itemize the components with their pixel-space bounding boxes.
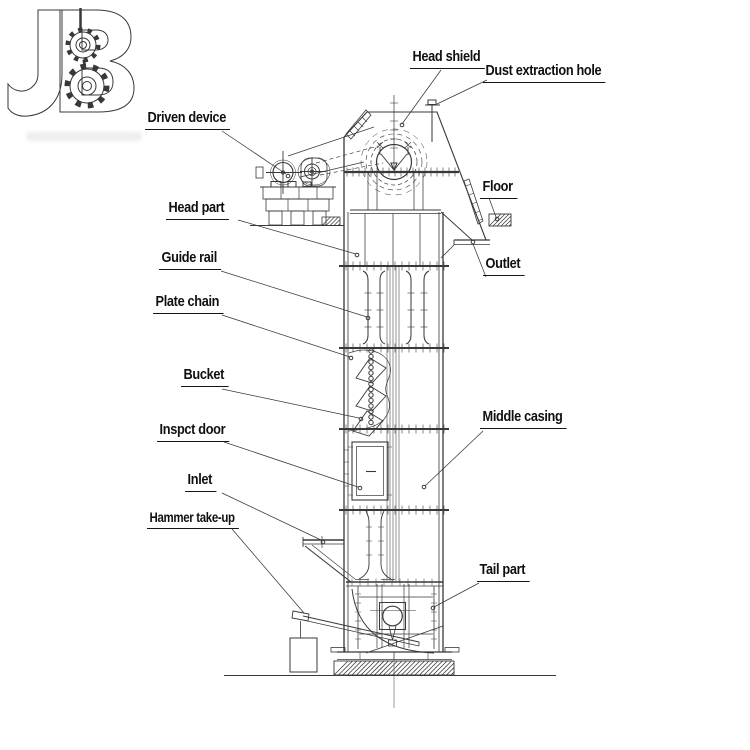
counterweight: [290, 638, 317, 672]
buckets: [348, 349, 391, 436]
jb-logo: [8, 8, 140, 139]
inspection-door: [344, 442, 392, 500]
label-bucket: Bucket: [181, 367, 228, 387]
tail-section: [224, 579, 556, 709]
tail-wheel: [383, 606, 403, 626]
dust-vent: [425, 100, 440, 142]
label-dust-extraction-hole: Dust extraction hole: [483, 63, 606, 83]
label-outlet: Outlet: [483, 256, 525, 276]
inlet-chute: [303, 536, 355, 582]
motor-pedestal: [260, 187, 340, 226]
label-driven-device: Driven device: [145, 110, 230, 130]
label-plate-chain: Plate chain: [153, 294, 223, 314]
label-hammer-take-up: Hammer take-up: [147, 511, 239, 529]
logo-shadow: [28, 134, 140, 139]
head-section: [288, 95, 486, 240]
label-head-part: Head part: [166, 200, 229, 220]
floor-pad: [489, 214, 511, 226]
label-guide-rail: Guide rail: [159, 250, 221, 270]
label-floor: Floor: [480, 179, 517, 199]
logo-letter-j: [8, 10, 62, 116]
leader-dots: [286, 123, 499, 610]
label-inspct-door: Inspct door: [157, 422, 229, 442]
label-tail-part: Tail part: [477, 562, 529, 582]
boot-funnel: [355, 511, 395, 580]
label-head-shield: Head shield: [410, 49, 485, 69]
label-inlet: Inlet: [185, 472, 216, 492]
label-middle-casing: Middle casing: [480, 409, 567, 429]
